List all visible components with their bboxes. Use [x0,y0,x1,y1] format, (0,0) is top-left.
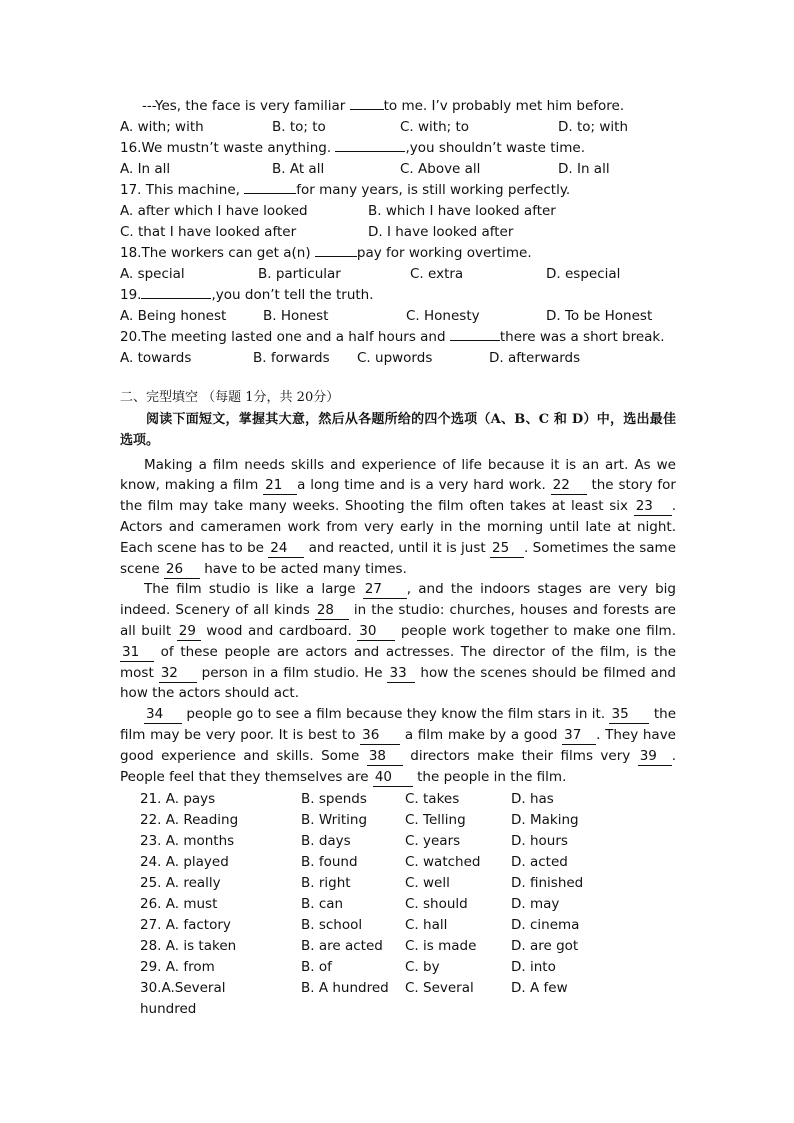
option-a: 26. A. must [140,896,218,913]
passage-text: a film make by a good [400,726,563,743]
blank-35: 35 [609,706,649,724]
option-c: C. upwords [357,350,433,366]
option-a: 24. A. played [140,854,229,871]
passage-text: people go to see a film because they know the film stars in it. [182,706,610,723]
passage-text: , and the indoors stages are very big indeed. Scenery of all kinds [120,581,676,619]
answer-blank [141,298,211,299]
option-a: 23. A. months [140,833,235,850]
stem-text: 17. This machine, [120,182,245,198]
answer-row [140,936,676,957]
option-b: B. Writing [301,812,368,829]
option-b: B. days [301,833,351,850]
stem-text: to me. I’v probably met him before. [383,98,625,114]
question-15-options [120,117,676,138]
passage-text: in the studio: churches, houses and forests are all built [120,602,676,639]
answer-options-table [140,789,676,999]
passage-text: The film studio is like a large [144,581,363,598]
option-b: B. spends [301,791,367,808]
option-d: D. to; with [558,119,629,135]
answer-row [140,810,676,831]
option-c: C. with; to [400,119,470,135]
option-c: C. hall [405,917,448,934]
option-a: 25. A. really [140,875,221,892]
option-a: 22. A. Reading [140,812,239,829]
stem-text: 20.The meeting lasted one and a half hours and [120,329,450,345]
blank-28: 28 [315,602,349,620]
blank-32: 32 [159,665,197,683]
blank-30: 30 [357,623,395,641]
option-a: A. with; with [120,119,204,135]
option-c: C. well [405,875,450,892]
option-b: B. to; to [272,119,326,135]
question-15-stem [120,96,676,117]
section-heading: 二、完型填空 （每题 1分，共 20分） [120,390,340,405]
answer-blank [350,109,384,110]
answer-row [140,789,676,810]
passage-text: the people in the film. [412,768,567,785]
blank-26: 26 [164,561,200,579]
option-c: C. by [405,959,440,976]
stem-text: 19. [120,287,142,303]
blank-40: 40 [373,769,413,787]
blank-29: 29 [177,623,201,641]
option-a: 21. A. pays [140,791,216,808]
stem-text: ,you shouldn’t waste time. [405,140,586,156]
option-d: D. A few [511,980,568,997]
blank-37: 37 [562,727,596,745]
passage-text: . Actors and cameramen work from very early in the morning until late at night. Each scene has to be [120,498,676,556]
passage-text: . People feel that they themselves are [120,747,676,785]
stem-text: 16.We mustn’t waste anything. [120,140,336,156]
option-a: A. special [120,266,185,282]
option-b: B. forwards [253,350,330,366]
option-c: C. years [405,833,461,850]
passage-paragraph-3 [120,704,676,787]
option-c: C. Telling [405,812,466,829]
answer-wrap-text: hundred [140,1001,197,1018]
option-c: C. extra [410,266,464,282]
option-b: B. found [301,854,358,871]
question-19-stem [120,285,676,306]
option-b: B. right [301,875,351,892]
answer-blank [450,340,500,341]
passage-text: directors make their films very [402,747,638,764]
option-c: C. Above all [400,161,481,177]
option-c: C. Honesty [406,308,480,324]
passage-text: . They have good experience and skills. Some [120,726,676,764]
option-c: C. takes [405,791,460,808]
option-b: B. At all [272,161,325,177]
question-16-stem [120,138,676,159]
question-18-options [120,264,676,285]
option-a: A. In all [120,161,171,177]
passage-paragraph-1 [120,455,676,580]
answer-row [140,978,676,999]
passage-text: wood and cardboard. [200,622,358,639]
exam-page [120,96,676,1020]
blank-25: 25 [490,540,524,558]
option-d: D. are got [511,938,579,955]
option-b: B. which I have looked after [368,203,556,219]
option-a: 30.A.Several [140,980,226,997]
option-b: B. can [301,896,344,913]
question-20-options [120,348,676,369]
blank-23: 23 [634,498,672,516]
option-d: D. Making [511,812,579,829]
blank-36: 36 [360,727,400,745]
option-d: D. cinema [511,917,580,934]
answer-row [140,873,676,894]
answer-row [140,831,676,852]
answer-row [140,894,676,915]
option-b: B. Honest [263,308,329,324]
passage-text: of these people are actors and actresses. The director of the film, is the most [120,643,676,681]
option-a: 27. A. factory [140,917,231,934]
option-d: D. especial [546,266,621,282]
option-b: B. A hundred [301,980,389,997]
option-a: 29. A. from [140,959,215,976]
question-17-stem [120,180,676,201]
option-d: D. has [511,791,554,808]
section-instruction: 阅读下面短文，掌握其大意，然后从各题所给的四个选项（A、B、C 和 D）中，选出最佳选项。 [120,412,676,448]
option-a: 28. A. is taken [140,938,237,955]
option-c: C. that I have looked after [120,224,297,240]
passage-paragraph-2 [120,579,676,704]
option-d: D. finished [511,875,584,892]
stem-text: 18.The workers can get a(n) [120,245,315,261]
option-b: B. are acted [301,938,383,955]
answer-blank [335,151,405,152]
answer-blank [244,193,296,194]
option-c: C. Several [405,980,474,997]
stem-text: ---Yes, the face is very familiar [142,98,350,114]
blank-27: 27 [363,581,407,599]
blank-38: 38 [367,748,403,766]
passage-text: the film may be very poor. It is best to [120,706,676,743]
option-a: A. Being honest [120,308,227,324]
passage-text: person in a film studio. He [196,664,388,681]
option-c: C. watched [405,854,481,871]
option-d: D. into [511,959,556,976]
option-d: D. hours [511,833,568,850]
stem-text: ,you don’t tell the truth. [211,287,374,303]
blank-33: 33 [387,665,415,683]
blank-34: 34 [144,706,182,724]
blank-24: 24 [268,540,304,558]
option-b: B. of [301,959,332,976]
question-17-options-row1 [120,201,676,222]
option-b: B. school [301,917,363,934]
answer-row [140,957,676,978]
option-c: C. is made [405,938,477,955]
blank-39: 39 [638,748,672,766]
option-d: D. afterwards [489,350,581,366]
option-d: D. To be Honest [546,308,653,324]
passage-text: a long time and is a very hard work. [297,477,551,494]
passage-text: how the scenes should be filmed and how the actors should act. [120,664,676,702]
option-a: A. towards [120,350,192,366]
question-17-options-row2 [120,222,676,243]
answer-row [140,915,676,936]
blank-31: 31 [120,644,154,662]
blank-21: 21 [263,477,297,495]
question-19-options [120,306,676,327]
option-b: B. particular [258,266,341,282]
stem-text: for many years, is still working perfectly. [296,182,571,198]
answer-blank [315,256,357,257]
option-d: D. In all [558,161,610,177]
passage-text: the story for the film may take many weeks. Shooting the film often takes at least six [120,477,676,515]
answer-row [140,852,676,873]
option-d: D. may [511,896,560,913]
option-d: D. acted [511,854,568,871]
passage-text: and reacted, until it is just [304,539,491,556]
passage-text: Making a film needs skills and experience of life because it is an art. As we know, making a film [120,456,676,494]
stem-text: pay for working overtime. [356,245,532,261]
option-a: A. after which I have looked [120,203,308,219]
passage-text: people work together to make one film. [395,622,677,639]
question-20-stem [120,327,676,348]
stem-text: there was a short break. [499,329,665,345]
question-16-options [120,159,676,180]
question-18-stem [120,243,676,264]
blank-22: 22 [551,477,587,495]
option-c: C. should [405,896,468,913]
passage-text: have to be acted many times. [199,560,407,577]
option-d: D. I have looked after [368,224,514,240]
passage-text: . Sometimes the same scene [120,539,676,577]
